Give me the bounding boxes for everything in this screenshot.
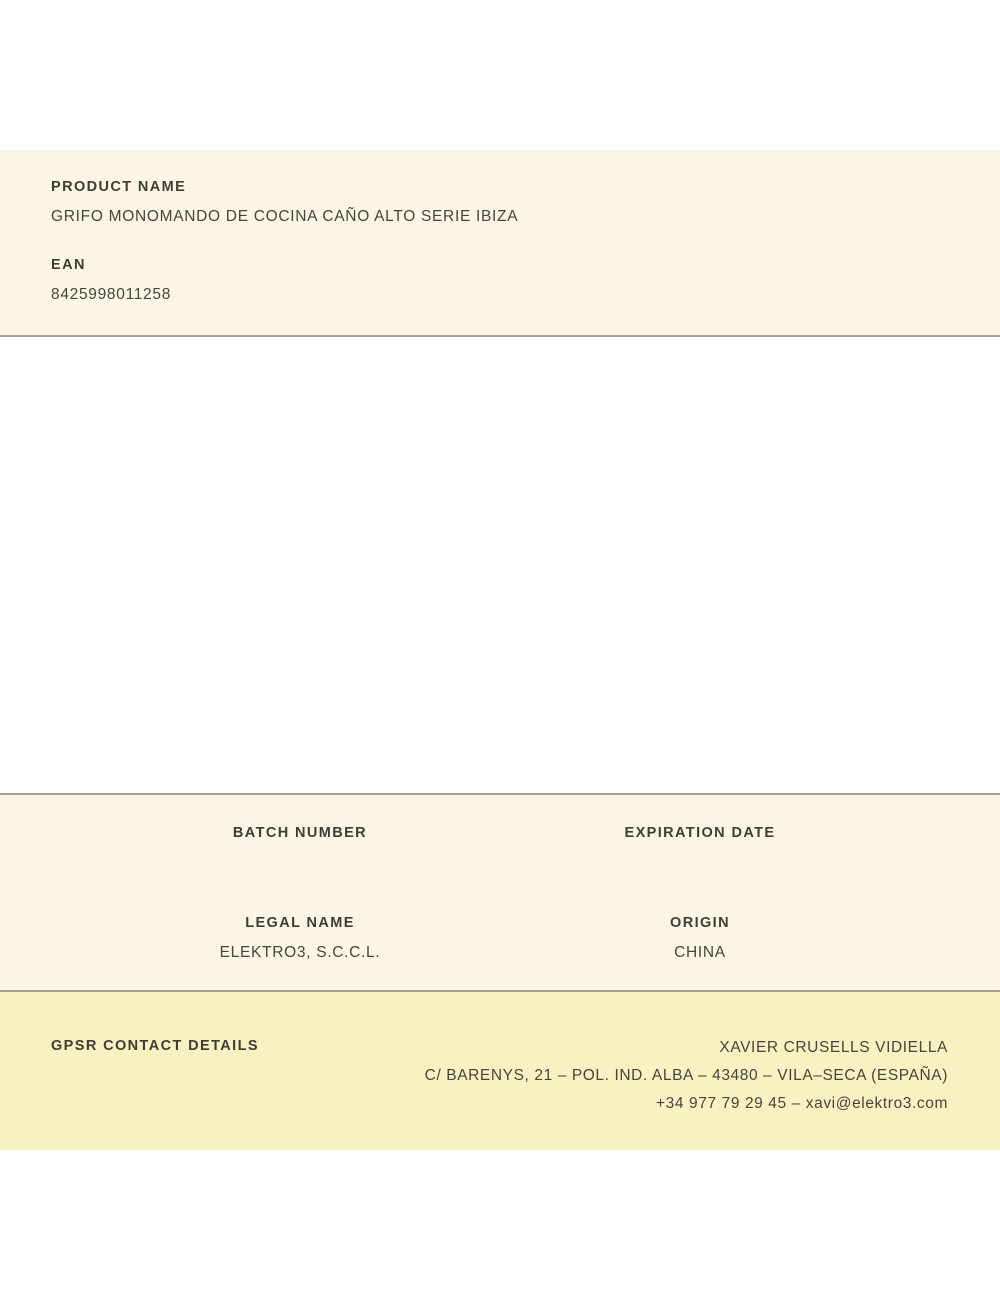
gpsr-contact-block	[425, 1034, 948, 1118]
legal-origin-row	[100, 913, 900, 963]
top-whitespace	[0, 0, 1000, 150]
middle-whitespace	[0, 337, 1000, 793]
gpsr-contact-details-label: GPSR CONTACT DETAILS	[51, 1038, 259, 1054]
ean-value: 8425998011258	[51, 286, 172, 303]
batch-expiration-row	[100, 823, 900, 913]
legal-name-field	[100, 913, 500, 963]
product-name-label: PRODUCT NAME	[51, 179, 187, 195]
product-name-field	[51, 177, 949, 227]
batch-legal-section	[0, 793, 1000, 992]
contact-name: XAVIER CRUSELLS VIDIELLA	[719, 1039, 948, 1056]
gpsr-contact-section	[0, 992, 1000, 1150]
origin-field	[500, 913, 900, 963]
product-name-value: GRIFO MONOMANDO DE COCINA CAÑO ALTO SERIE IBIZA	[51, 208, 519, 225]
contact-address: C/ BARENYS, 21 – POL. IND. ALBA – 43480 – VILA–SECA (ESPAÑA)	[424, 1067, 948, 1084]
batch-number-label: BATCH NUMBER	[232, 825, 368, 841]
batch-number-field	[100, 823, 500, 913]
origin-label: ORIGIN	[670, 915, 730, 931]
ean-label: EAN	[51, 257, 86, 273]
contact-phone-email: +34 977 79 29 45 – xavi@elektro3.com	[656, 1095, 948, 1112]
product-info-section	[0, 150, 1000, 337]
expiration-date-field	[500, 823, 900, 913]
ean-field	[51, 255, 949, 305]
origin-value: CHINA	[674, 944, 726, 961]
legal-name-value: ELEKTRO3, S.C.C.L.	[219, 944, 381, 961]
legal-name-label: LEGAL NAME	[245, 915, 355, 931]
expiration-date-label: EXPIRATION DATE	[624, 825, 776, 841]
